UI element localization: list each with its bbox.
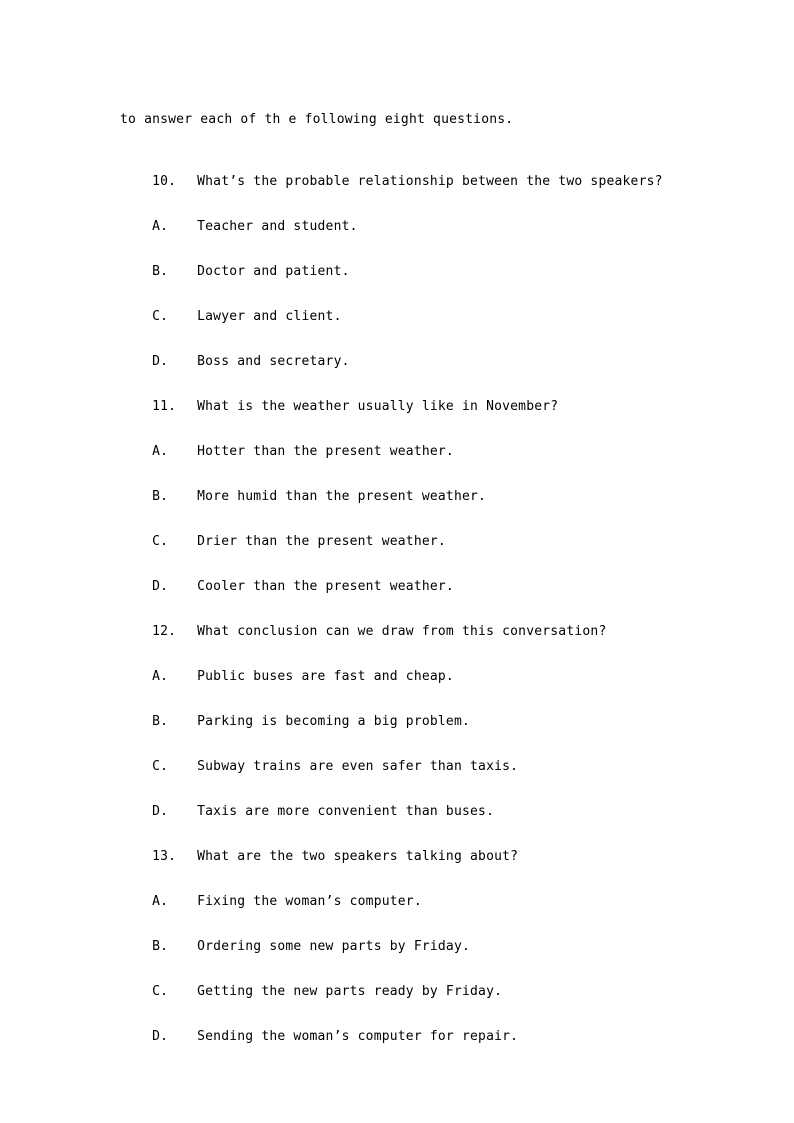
option-text: Teacher and student.	[197, 219, 358, 234]
option-text: More humid than the present weather.	[197, 489, 487, 504]
question-13-option-d	[120, 1011, 518, 1062]
option-label: C.	[152, 534, 169, 549]
option-text: Cooler than the present weather.	[197, 579, 454, 594]
option-label: C.	[152, 984, 169, 999]
option-label: B.	[152, 714, 169, 729]
question-text: What is the weather usually like in November?	[197, 399, 559, 414]
question-12-option-c	[120, 741, 518, 792]
option-text: Drier than the present weather.	[197, 534, 446, 549]
option-text: Subway trains are even safer than taxis.	[197, 759, 519, 774]
option-text: Fixing the woman’s computer.	[197, 894, 422, 909]
question-number: 12.	[152, 624, 177, 639]
question-13-option-a	[120, 876, 422, 927]
option-label: C.	[152, 309, 169, 324]
option-text: Hotter than the present weather.	[197, 444, 454, 459]
option-text: Parking is becoming a big problem.	[197, 714, 471, 729]
question-12-option-d	[120, 786, 494, 837]
option-label: D.	[152, 1029, 169, 1044]
option-label: B.	[152, 939, 169, 954]
option-label: B.	[152, 489, 169, 504]
question-13-option-c	[120, 966, 502, 1017]
question-12	[120, 606, 606, 657]
option-label: A.	[152, 219, 169, 234]
question-11	[120, 381, 558, 432]
option-label: A.	[152, 669, 169, 684]
question-10-option-d	[120, 336, 350, 387]
option-text: Ordering some new parts by Friday.	[197, 939, 471, 954]
question-text: What’s the probable relationship between the two speakers?	[197, 174, 663, 189]
option-label: A.	[152, 894, 169, 909]
question-11-option-d	[120, 561, 454, 612]
question-13	[120, 831, 518, 882]
option-text: Public buses are fast and cheap.	[197, 669, 454, 684]
option-text: Getting the new parts ready by Friday.	[197, 984, 503, 999]
question-number: 11.	[152, 399, 177, 414]
option-label: B.	[152, 264, 169, 279]
question-text: What conclusion can we draw from this conversation?	[197, 624, 607, 639]
option-text: Boss and secretary.	[197, 354, 350, 369]
intro-text: to answer each of th e following eight questions.	[120, 112, 514, 127]
question-10-option-b	[120, 246, 350, 297]
question-12-option-b	[120, 696, 470, 747]
question-11-option-c	[120, 516, 446, 567]
question-10-option-c	[120, 291, 342, 342]
option-label: A.	[152, 444, 169, 459]
option-text: Taxis are more convenient than buses.	[197, 804, 495, 819]
option-label: D.	[152, 354, 169, 369]
question-11-option-a	[120, 426, 454, 477]
question-11-option-b	[120, 471, 486, 522]
option-text: Sending the woman’s computer for repair.	[197, 1029, 519, 1044]
question-number: 10.	[152, 174, 177, 189]
question-10	[120, 156, 663, 207]
question-10-option-a	[120, 201, 358, 252]
option-label: D.	[152, 804, 169, 819]
option-text: Doctor and patient.	[197, 264, 350, 279]
option-text: Lawyer and client.	[197, 309, 342, 324]
option-label: D.	[152, 579, 169, 594]
question-12-option-a	[120, 651, 454, 702]
question-13-option-b	[120, 921, 470, 972]
question-number: 13.	[152, 849, 177, 864]
option-label: C.	[152, 759, 169, 774]
question-text: What are the two speakers talking about?	[197, 849, 519, 864]
